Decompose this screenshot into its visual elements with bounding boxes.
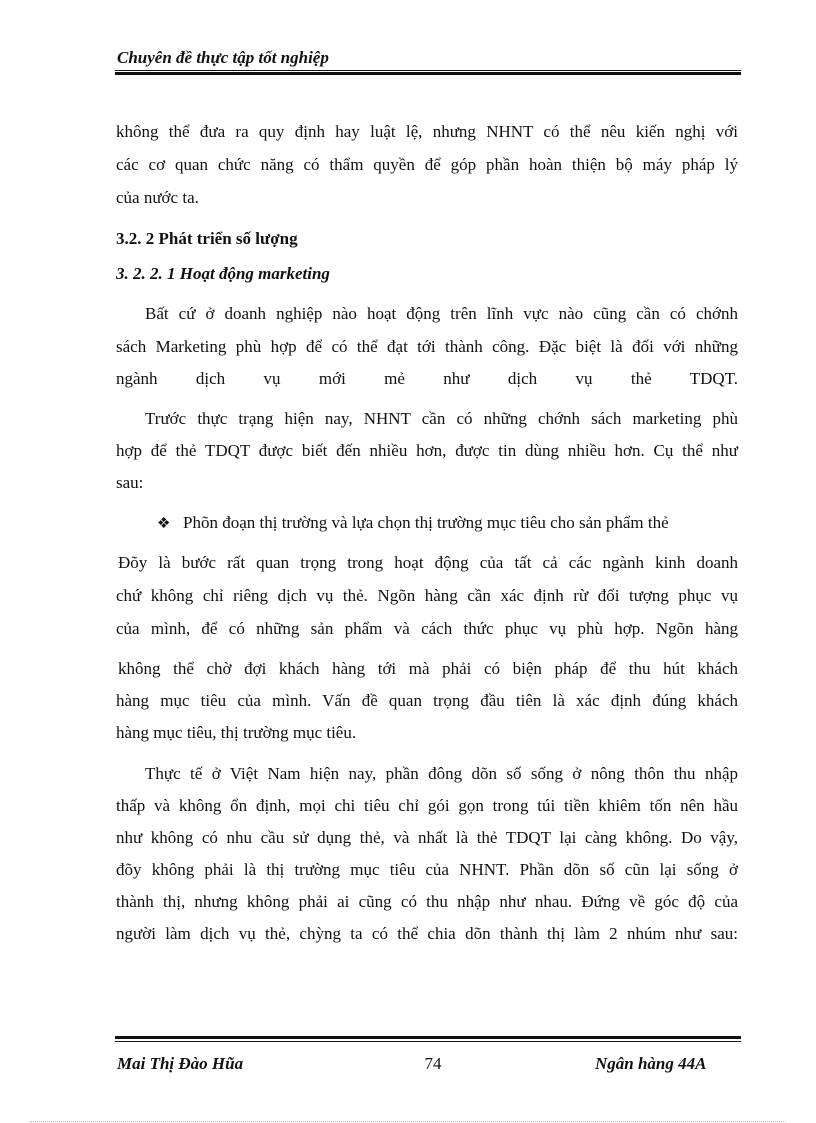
body-line: người làm dịch vụ thẻ, chỳng ta có thể chia dõn thành thị làm 2 nhúm như sau: — [116, 924, 738, 943]
bullet-item — [157, 513, 669, 534]
page-header-title: Chuyên đề thực tập tốt nghiệp — [117, 48, 329, 67]
body-line: hàng mục tiêu của mình. Vấn đề quan trọng đầu tiên là xác định đúng khách — [116, 691, 738, 710]
header-rule-thin — [115, 70, 741, 71]
body-line: Đõy là bước rất quan trọng trong hoạt động của tất cả các ngành kinh doanh — [118, 553, 738, 572]
body-line: không thể đưa ra quy định hay luật lệ, nhưng NHNT có thể nêu kiến nghị với — [116, 122, 738, 141]
footer-rule-thin — [115, 1041, 741, 1042]
body-line: của mình, để có những sản phẩm và cách thức phục vụ phù hợp. Ngõn hàng — [116, 619, 738, 638]
page-number: 74 — [424, 1054, 442, 1073]
body-line: sách Marketing phù hợp để có thể đạt tới thành công. Đặc biệt là đối với những — [116, 337, 738, 356]
body-line: ngành dịch vụ mới mẻ như dịch vụ thẻ TDQT. — [116, 369, 738, 388]
diamond-bullet-icon: ❖ — [157, 516, 171, 532]
footer-class: Ngân hàng 44A — [595, 1054, 707, 1073]
body-line: thấp và không ổn định, mọi chi tiêu chỉ gói gọn trong túi tiền khiêm tốn nên hầu — [116, 796, 738, 815]
body-line: như không có nhu cầu sử dụng thẻ, và nhất là thẻ TDQT lại càng không. Do vậy, — [116, 828, 738, 847]
body-line: Bất cứ ở doanh nghiệp nào hoạt động trên lĩnh vực nào cũng cần có chớnh — [145, 304, 738, 323]
footer-rule-thick — [115, 1036, 741, 1039]
body-line: sau: — [116, 473, 144, 492]
body-line: thành thị, nhưng không phải ai cũng có thu nhập như nhau. Đứng về góc độ của — [116, 892, 738, 911]
body-line: của nước ta. — [116, 188, 199, 207]
bullet-text: Phõn đoạn thị trường và lựa chọn thị trường mục tiêu cho sản phẩm thẻ — [183, 513, 669, 532]
subsection-heading: 3. 2. 2. 1 Hoạt động marketing — [116, 264, 330, 283]
header-rule-thick — [115, 72, 741, 75]
section-heading: 3.2. 2 Phát triển số lượng — [116, 229, 298, 248]
page-edge-dots — [30, 1121, 786, 1122]
footer-author: Mai Thị Đào Hũa — [117, 1054, 244, 1073]
body-line: hàng mục tiêu, thị trường mục tiêu. — [116, 723, 357, 742]
body-line: đõy không phải là thị trường mục tiêu của NHNT. Phần dõn số cũn lại sống ở — [116, 860, 738, 879]
body-line: các cơ quan chức năng có thẩm quyền để góp phần hoàn thiện bộ máy pháp lý — [116, 155, 738, 174]
body-line: chứ không chỉ riêng dịch vụ thẻ. Ngõn hàng cần xác định rừ đối tượng phục vụ — [116, 586, 738, 605]
body-line: Trước thực trạng hiện nay, NHNT cần có những chớnh sách marketing phù — [145, 409, 738, 428]
body-line: Thực tế ở Việt Nam hiện nay, phần đông dõn số sống ở nông thôn thu nhập — [145, 764, 738, 783]
body-line: hợp để thẻ TDQT được biết đến nhiều hơn, được tin dùng nhiều hơn. Cụ thể như — [116, 441, 738, 460]
body-line: không thể chờ đợi khách hàng tới mà phải có biện pháp để thu hút khách — [118, 659, 738, 678]
